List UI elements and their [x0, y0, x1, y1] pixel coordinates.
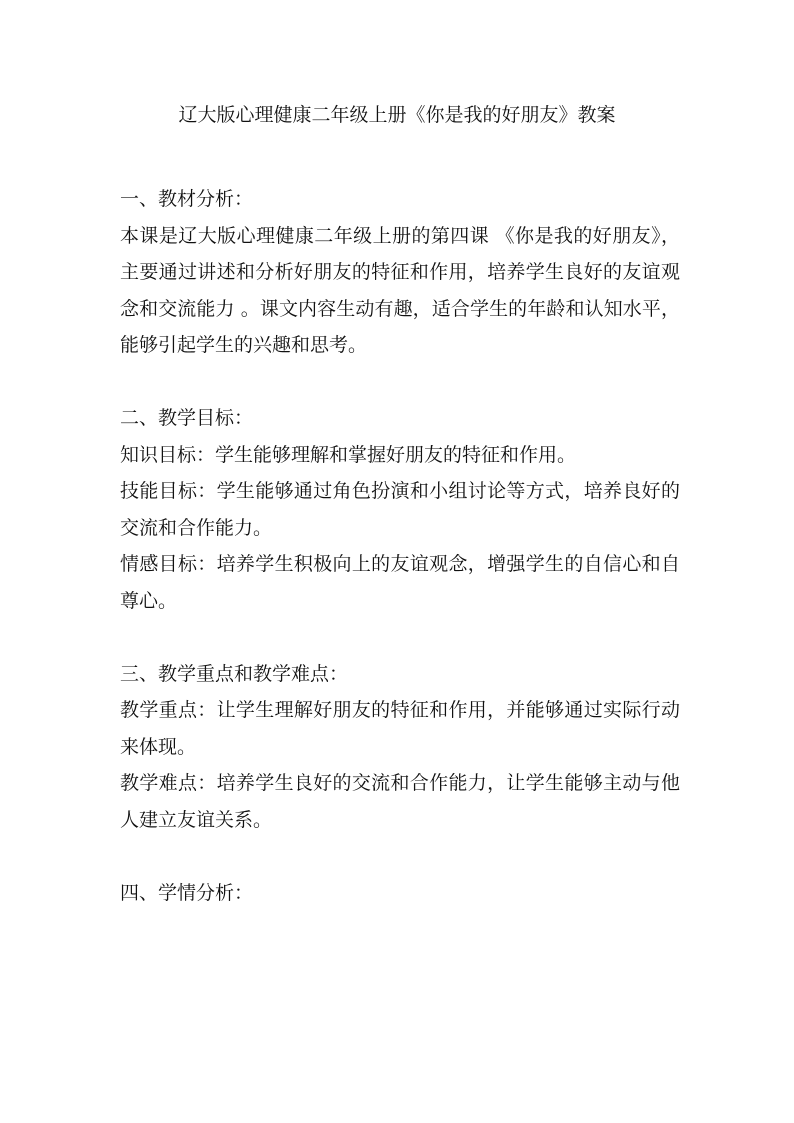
- section-paragraph: 教学难点：培养学生良好的交流和合作能力，让学生能够主动与他人建立友谊关系。: [120, 772, 680, 831]
- section-textbook-analysis: [120, 181, 680, 364]
- section-paragraph: 本课是辽大版心理健康二年级上册的第四课 《你是我的好朋友》，主要通过讲述和分析好朋友的特征和作用，培养学生良好的友谊观念和交流能力 。课文内容生动有趣，适合学生的年龄和认知水平，能够引起学生的兴趣和思考。: [120, 224, 680, 356]
- section-spacer: [120, 838, 680, 875]
- section-heading: 四、学情分析：: [120, 881, 254, 904]
- section-spacer: [120, 619, 680, 656]
- document-body: [120, 181, 680, 911]
- section-paragraph: 教学重点：让学生理解好朋友的特征和作用，并能够通过实际行动来体现。: [120, 699, 680, 758]
- section-paragraph: 情感目标：培养学生积极向上的友谊观念，增强学生的自信心和自尊心。: [120, 553, 680, 612]
- section-heading: 三、教学重点和教学难点：: [120, 662, 349, 685]
- document-title: 辽大版心理健康二年级上册《你是我的好朋友》教案: [178, 104, 616, 126]
- section-key-points: [120, 656, 680, 839]
- section-paragraph: 技能目标：学生能够通过角色扮演和小组讨论等方式，培养良好的交流和合作能力。: [120, 480, 680, 539]
- section-spacer: [120, 364, 680, 401]
- section-learner-analysis: [120, 875, 680, 912]
- section-heading: 二、教学目标：: [120, 407, 254, 429]
- section-heading: 一、教材分析：: [120, 188, 254, 210]
- section-paragraph: 知识目标：学生能够理解和掌握好朋友的特征和作用。: [120, 443, 577, 466]
- section-teaching-goals: [120, 400, 680, 619]
